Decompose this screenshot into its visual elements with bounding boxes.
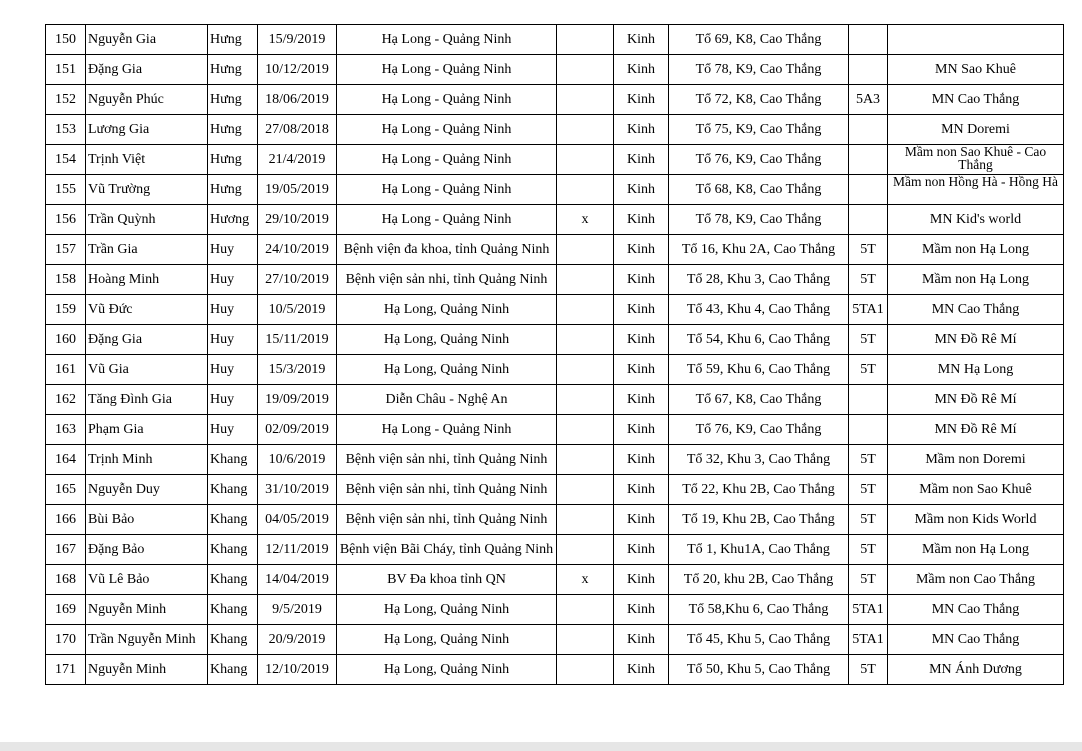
surname-cell: Nguyễn Minh (86, 655, 208, 685)
surname-cell: Vũ Lê Bảo (86, 565, 208, 595)
mark-cell (557, 115, 614, 145)
preschool-cell: MN Đồ Rê Mí (888, 385, 1064, 415)
birth-date-cell: 27/08/2018 (258, 115, 337, 145)
row-number-cell: 164 (46, 445, 86, 475)
birth-date-cell: 29/10/2019 (258, 205, 337, 235)
birth-date-cell: 04/05/2019 (258, 505, 337, 535)
birth-place-cell: Hạ Long, Quảng Ninh (337, 625, 557, 655)
address-cell: Tổ 19, Khu 2B, Cao Thắng (669, 505, 849, 535)
birth-place-cell: Hạ Long - Quảng Ninh (337, 25, 557, 55)
surname-cell: Trịnh Việt (86, 145, 208, 175)
row-number-cell: 161 (46, 355, 86, 385)
birth-place-cell: Hạ Long, Quảng Ninh (337, 655, 557, 685)
class-cell: 5T (849, 445, 888, 475)
preschool-cell: MN Sao Khuê (888, 55, 1064, 85)
table-row (46, 505, 1064, 535)
preschool-cell: Mầm non Hồng Hà - Hồng Hà (888, 175, 1064, 205)
birth-date-cell: 15/11/2019 (258, 325, 337, 355)
mark-cell (557, 325, 614, 355)
address-cell: Tổ 20, khu 2B, Cao Thắng (669, 565, 849, 595)
row-number-cell: 150 (46, 25, 86, 55)
given-name-cell: Khang (208, 595, 258, 625)
address-cell: Tổ 54, Khu 6, Cao Thắng (669, 325, 849, 355)
surname-cell: Hoàng Minh (86, 265, 208, 295)
mark-cell (557, 415, 614, 445)
row-number-cell: 171 (46, 655, 86, 685)
surname-cell: Trần Quỳnh (86, 205, 208, 235)
given-name-cell: Khang (208, 655, 258, 685)
birth-place-cell: Bệnh viện sản nhi, tỉnh Quảng Ninh (337, 475, 557, 505)
class-cell: 5TA1 (849, 295, 888, 325)
given-name-cell: Hưng (208, 115, 258, 145)
mark-cell (557, 505, 614, 535)
mark-cell (557, 85, 614, 115)
row-number-cell: 170 (46, 625, 86, 655)
address-cell: Tổ 50, Khu 5, Cao Thắng (669, 655, 849, 685)
address-cell: Tổ 28, Khu 3, Cao Thắng (669, 265, 849, 295)
birth-date-cell: 10/5/2019 (258, 295, 337, 325)
surname-cell: Bùi Bảo (86, 505, 208, 535)
class-cell (849, 205, 888, 235)
preschool-cell: Mầm non Doremi (888, 445, 1064, 475)
preschool-cell: MN Doremi (888, 115, 1064, 145)
preschool-cell: MN Cao Thắng (888, 595, 1064, 625)
preschool-cell: MN Ánh Dương (888, 655, 1064, 685)
class-cell (849, 385, 888, 415)
birth-place-cell: Hạ Long, Quảng Ninh (337, 325, 557, 355)
address-cell: Tổ 1, Khu1A, Cao Thắng (669, 535, 849, 565)
class-cell (849, 25, 888, 55)
row-number-cell: 165 (46, 475, 86, 505)
birth-place-cell: Bệnh viện sản nhi, tỉnh Quảng Ninh (337, 505, 557, 535)
surname-cell: Đặng Gia (86, 55, 208, 85)
given-name-cell: Khang (208, 625, 258, 655)
address-cell: Tổ 69, K8, Cao Thắng (669, 25, 849, 55)
birth-place-cell: Hạ Long - Quảng Ninh (337, 145, 557, 175)
given-name-cell: Khang (208, 505, 258, 535)
surname-cell: Vũ Trường (86, 175, 208, 205)
table-row (46, 175, 1064, 205)
class-cell: 5T (849, 565, 888, 595)
class-cell: 5T (849, 325, 888, 355)
birth-place-cell: Hạ Long - Quảng Ninh (337, 55, 557, 85)
class-cell (849, 145, 888, 175)
table-row (46, 355, 1064, 385)
table-row (46, 565, 1064, 595)
class-cell (849, 55, 888, 85)
mark-cell (557, 535, 614, 565)
table-row (46, 415, 1064, 445)
mark-cell (557, 475, 614, 505)
birth-date-cell: 19/05/2019 (258, 175, 337, 205)
class-cell: 5T (849, 655, 888, 685)
address-cell: Tổ 22, Khu 2B, Cao Thắng (669, 475, 849, 505)
ethnicity-cell: Kinh (614, 535, 669, 565)
birth-place-cell: BV Đa khoa tỉnh QN (337, 565, 557, 595)
ethnicity-cell: Kinh (614, 175, 669, 205)
birth-date-cell: 02/09/2019 (258, 415, 337, 445)
class-cell: 5T (849, 535, 888, 565)
address-cell: Tổ 76, K9, Cao Thắng (669, 415, 849, 445)
mark-cell (557, 625, 614, 655)
preschool-cell: MN Cao Thắng (888, 85, 1064, 115)
row-number-cell: 168 (46, 565, 86, 595)
birth-date-cell: 31/10/2019 (258, 475, 337, 505)
birth-place-cell: Hạ Long - Quảng Ninh (337, 205, 557, 235)
table-row (46, 655, 1064, 685)
row-number-cell: 153 (46, 115, 86, 145)
ethnicity-cell: Kinh (614, 295, 669, 325)
address-cell: Tổ 45, Khu 5, Cao Thắng (669, 625, 849, 655)
table-row (46, 595, 1064, 625)
class-cell: 5T (849, 505, 888, 535)
given-name-cell: Khang (208, 565, 258, 595)
address-cell: Tổ 68, K8, Cao Thắng (669, 175, 849, 205)
preschool-cell: MN Đồ Rê Mí (888, 415, 1064, 445)
table-row (46, 625, 1064, 655)
birth-date-cell: 10/12/2019 (258, 55, 337, 85)
surname-cell: Trần Gia (86, 235, 208, 265)
birth-place-cell: Bệnh viện đa khoa, tỉnh Quảng Ninh (337, 235, 557, 265)
row-number-cell: 154 (46, 145, 86, 175)
row-number-cell: 158 (46, 265, 86, 295)
ethnicity-cell: Kinh (614, 265, 669, 295)
ethnicity-cell: Kinh (614, 235, 669, 265)
page-bottom-strip (0, 742, 1082, 751)
birth-date-cell: 21/4/2019 (258, 145, 337, 175)
address-cell: Tổ 75, K9, Cao Thắng (669, 115, 849, 145)
address-cell: Tổ 72, K8, Cao Thắng (669, 85, 849, 115)
address-cell: Tổ 78, K9, Cao Thắng (669, 55, 849, 85)
ethnicity-cell: Kinh (614, 145, 669, 175)
table-row (46, 235, 1064, 265)
class-cell: 5TA1 (849, 595, 888, 625)
birth-place-cell: Diễn Châu - Nghệ An (337, 385, 557, 415)
given-name-cell: Huy (208, 325, 258, 355)
birth-place-cell: Hạ Long - Quảng Ninh (337, 175, 557, 205)
mark-cell (557, 595, 614, 625)
table-row (46, 25, 1064, 55)
birth-place-cell: Bệnh viện Bãi Cháy, tỉnh Quảng Ninh (337, 535, 557, 565)
surname-cell: Vũ Đức (86, 295, 208, 325)
table-row (46, 115, 1064, 145)
ethnicity-cell: Kinh (614, 655, 669, 685)
row-number-cell: 163 (46, 415, 86, 445)
mark-cell (557, 25, 614, 55)
preschool-cell: MN Cao Thắng (888, 295, 1064, 325)
surname-cell: Lương Gia (86, 115, 208, 145)
birth-date-cell: 15/9/2019 (258, 25, 337, 55)
surname-cell: Nguyễn Phúc (86, 85, 208, 115)
birth-place-cell: Hạ Long - Quảng Ninh (337, 85, 557, 115)
mark-cell (557, 175, 614, 205)
surname-cell: Nguyễn Duy (86, 475, 208, 505)
address-cell: Tổ 43, Khu 4, Cao Thắng (669, 295, 849, 325)
address-cell: Tổ 32, Khu 3, Cao Thắng (669, 445, 849, 475)
roster-body (46, 25, 1064, 685)
row-number-cell: 166 (46, 505, 86, 535)
birth-date-cell: 14/04/2019 (258, 565, 337, 595)
surname-cell: Phạm Gia (86, 415, 208, 445)
ethnicity-cell: Kinh (614, 325, 669, 355)
preschool-cell: Mầm non Sao Khuê (888, 475, 1064, 505)
given-name-cell: Hưng (208, 55, 258, 85)
row-number-cell: 157 (46, 235, 86, 265)
mark-cell (557, 355, 614, 385)
class-cell: 5A3 (849, 85, 888, 115)
birth-date-cell: 9/5/2019 (258, 595, 337, 625)
surname-cell: Tăng Đình Gia (86, 385, 208, 415)
given-name-cell: Huy (208, 355, 258, 385)
preschool-cell: Mầm non Cao Thắng (888, 565, 1064, 595)
ethnicity-cell: Kinh (614, 445, 669, 475)
given-name-cell: Huy (208, 415, 258, 445)
row-number-cell: 167 (46, 535, 86, 565)
ethnicity-cell: Kinh (614, 55, 669, 85)
birth-date-cell: 27/10/2019 (258, 265, 337, 295)
given-name-cell: Khang (208, 445, 258, 475)
row-number-cell: 155 (46, 175, 86, 205)
table-row (46, 385, 1064, 415)
mark-cell: x (557, 205, 614, 235)
class-cell: 5T (849, 265, 888, 295)
preschool-cell: Mầm non Hạ Long (888, 535, 1064, 565)
mark-cell (557, 265, 614, 295)
birth-date-cell: 24/10/2019 (258, 235, 337, 265)
mark-cell (557, 385, 614, 415)
surname-cell: Đặng Gia (86, 325, 208, 355)
class-cell (849, 115, 888, 145)
preschool-cell: MN Hạ Long (888, 355, 1064, 385)
birth-place-cell: Hạ Long - Quảng Ninh (337, 415, 557, 445)
surname-cell: Vũ Gia (86, 355, 208, 385)
preschool-cell: Mầm non Sao Khuê - Cao Thắng (888, 145, 1064, 175)
student-roster-table (45, 24, 1064, 685)
row-number-cell: 152 (46, 85, 86, 115)
ethnicity-cell: Kinh (614, 85, 669, 115)
ethnicity-cell: Kinh (614, 25, 669, 55)
address-cell: Tổ 16, Khu 2A, Cao Thắng (669, 235, 849, 265)
class-cell: 5TA1 (849, 625, 888, 655)
ethnicity-cell: Kinh (614, 115, 669, 145)
surname-cell: Trịnh Minh (86, 445, 208, 475)
given-name-cell: Khang (208, 535, 258, 565)
birth-place-cell: Bệnh viện sản nhi, tỉnh Quảng Ninh (337, 265, 557, 295)
row-number-cell: 162 (46, 385, 86, 415)
table-row (46, 55, 1064, 85)
address-cell: Tổ 58,Khu 6, Cao Thắng (669, 595, 849, 625)
birth-date-cell: 10/6/2019 (258, 445, 337, 475)
birth-place-cell: Hạ Long, Quảng Ninh (337, 355, 557, 385)
table-row (46, 535, 1064, 565)
class-cell: 5T (849, 355, 888, 385)
ethnicity-cell: Kinh (614, 415, 669, 445)
birth-place-cell: Hạ Long, Quảng Ninh (337, 295, 557, 325)
table-row (46, 85, 1064, 115)
birth-date-cell: 12/11/2019 (258, 535, 337, 565)
birth-place-cell: Hạ Long - Quảng Ninh (337, 115, 557, 145)
preschool-cell: MN Cao Thắng (888, 625, 1064, 655)
mark-cell (557, 55, 614, 85)
mark-cell (557, 295, 614, 325)
row-number-cell: 169 (46, 595, 86, 625)
preschool-cell: Mầm non Hạ Long (888, 235, 1064, 265)
mark-cell (557, 145, 614, 175)
birth-place-cell: Hạ Long, Quảng Ninh (337, 595, 557, 625)
ethnicity-cell: Kinh (614, 595, 669, 625)
mark-cell (557, 445, 614, 475)
given-name-cell: Huy (208, 385, 258, 415)
surname-cell: Đặng Bảo (86, 535, 208, 565)
given-name-cell: Khang (208, 475, 258, 505)
birth-date-cell: 15/3/2019 (258, 355, 337, 385)
row-number-cell: 160 (46, 325, 86, 355)
given-name-cell: Hương (208, 205, 258, 235)
table-row (46, 475, 1064, 505)
row-number-cell: 151 (46, 55, 86, 85)
preschool-cell (888, 25, 1064, 55)
preschool-cell: Mầm non Hạ Long (888, 265, 1064, 295)
surname-cell: Nguyễn Minh (86, 595, 208, 625)
surname-cell: Nguyễn Gia (86, 25, 208, 55)
class-cell (849, 175, 888, 205)
preschool-cell: Mầm non Kids World (888, 505, 1064, 535)
table-row (46, 325, 1064, 355)
birth-date-cell: 18/06/2019 (258, 85, 337, 115)
address-cell: Tổ 76, K9, Cao Thắng (669, 145, 849, 175)
given-name-cell: Hưng (208, 175, 258, 205)
given-name-cell: Huy (208, 295, 258, 325)
preschool-cell: MN Đồ Rê Mí (888, 325, 1064, 355)
table-row (46, 295, 1064, 325)
ethnicity-cell: Kinh (614, 205, 669, 235)
class-cell (849, 415, 888, 445)
class-cell: 5T (849, 235, 888, 265)
table-row (46, 445, 1064, 475)
ethnicity-cell: Kinh (614, 625, 669, 655)
ethnicity-cell: Kinh (614, 565, 669, 595)
preschool-cell: MN Kid's world (888, 205, 1064, 235)
given-name-cell: Huy (208, 235, 258, 265)
given-name-cell: Huy (208, 265, 258, 295)
ethnicity-cell: Kinh (614, 505, 669, 535)
address-cell: Tổ 59, Khu 6, Cao Thắng (669, 355, 849, 385)
surname-cell: Trần Nguyễn Minh (86, 625, 208, 655)
class-cell: 5T (849, 475, 888, 505)
table-row (46, 205, 1064, 235)
table-row (46, 265, 1064, 295)
birth-date-cell: 20/9/2019 (258, 625, 337, 655)
mark-cell (557, 235, 614, 265)
given-name-cell: Hưng (208, 85, 258, 115)
row-number-cell: 159 (46, 295, 86, 325)
address-cell: Tổ 67, K8, Cao Thắng (669, 385, 849, 415)
given-name-cell: Hưng (208, 25, 258, 55)
ethnicity-cell: Kinh (614, 385, 669, 415)
birth-place-cell: Bệnh viện sản nhi, tỉnh Quảng Ninh (337, 445, 557, 475)
row-number-cell: 156 (46, 205, 86, 235)
given-name-cell: Hưng (208, 145, 258, 175)
ethnicity-cell: Kinh (614, 355, 669, 385)
birth-date-cell: 12/10/2019 (258, 655, 337, 685)
table-row (46, 145, 1064, 175)
ethnicity-cell: Kinh (614, 475, 669, 505)
mark-cell (557, 655, 614, 685)
mark-cell: x (557, 565, 614, 595)
address-cell: Tổ 78, K9, Cao Thắng (669, 205, 849, 235)
birth-date-cell: 19/09/2019 (258, 385, 337, 415)
